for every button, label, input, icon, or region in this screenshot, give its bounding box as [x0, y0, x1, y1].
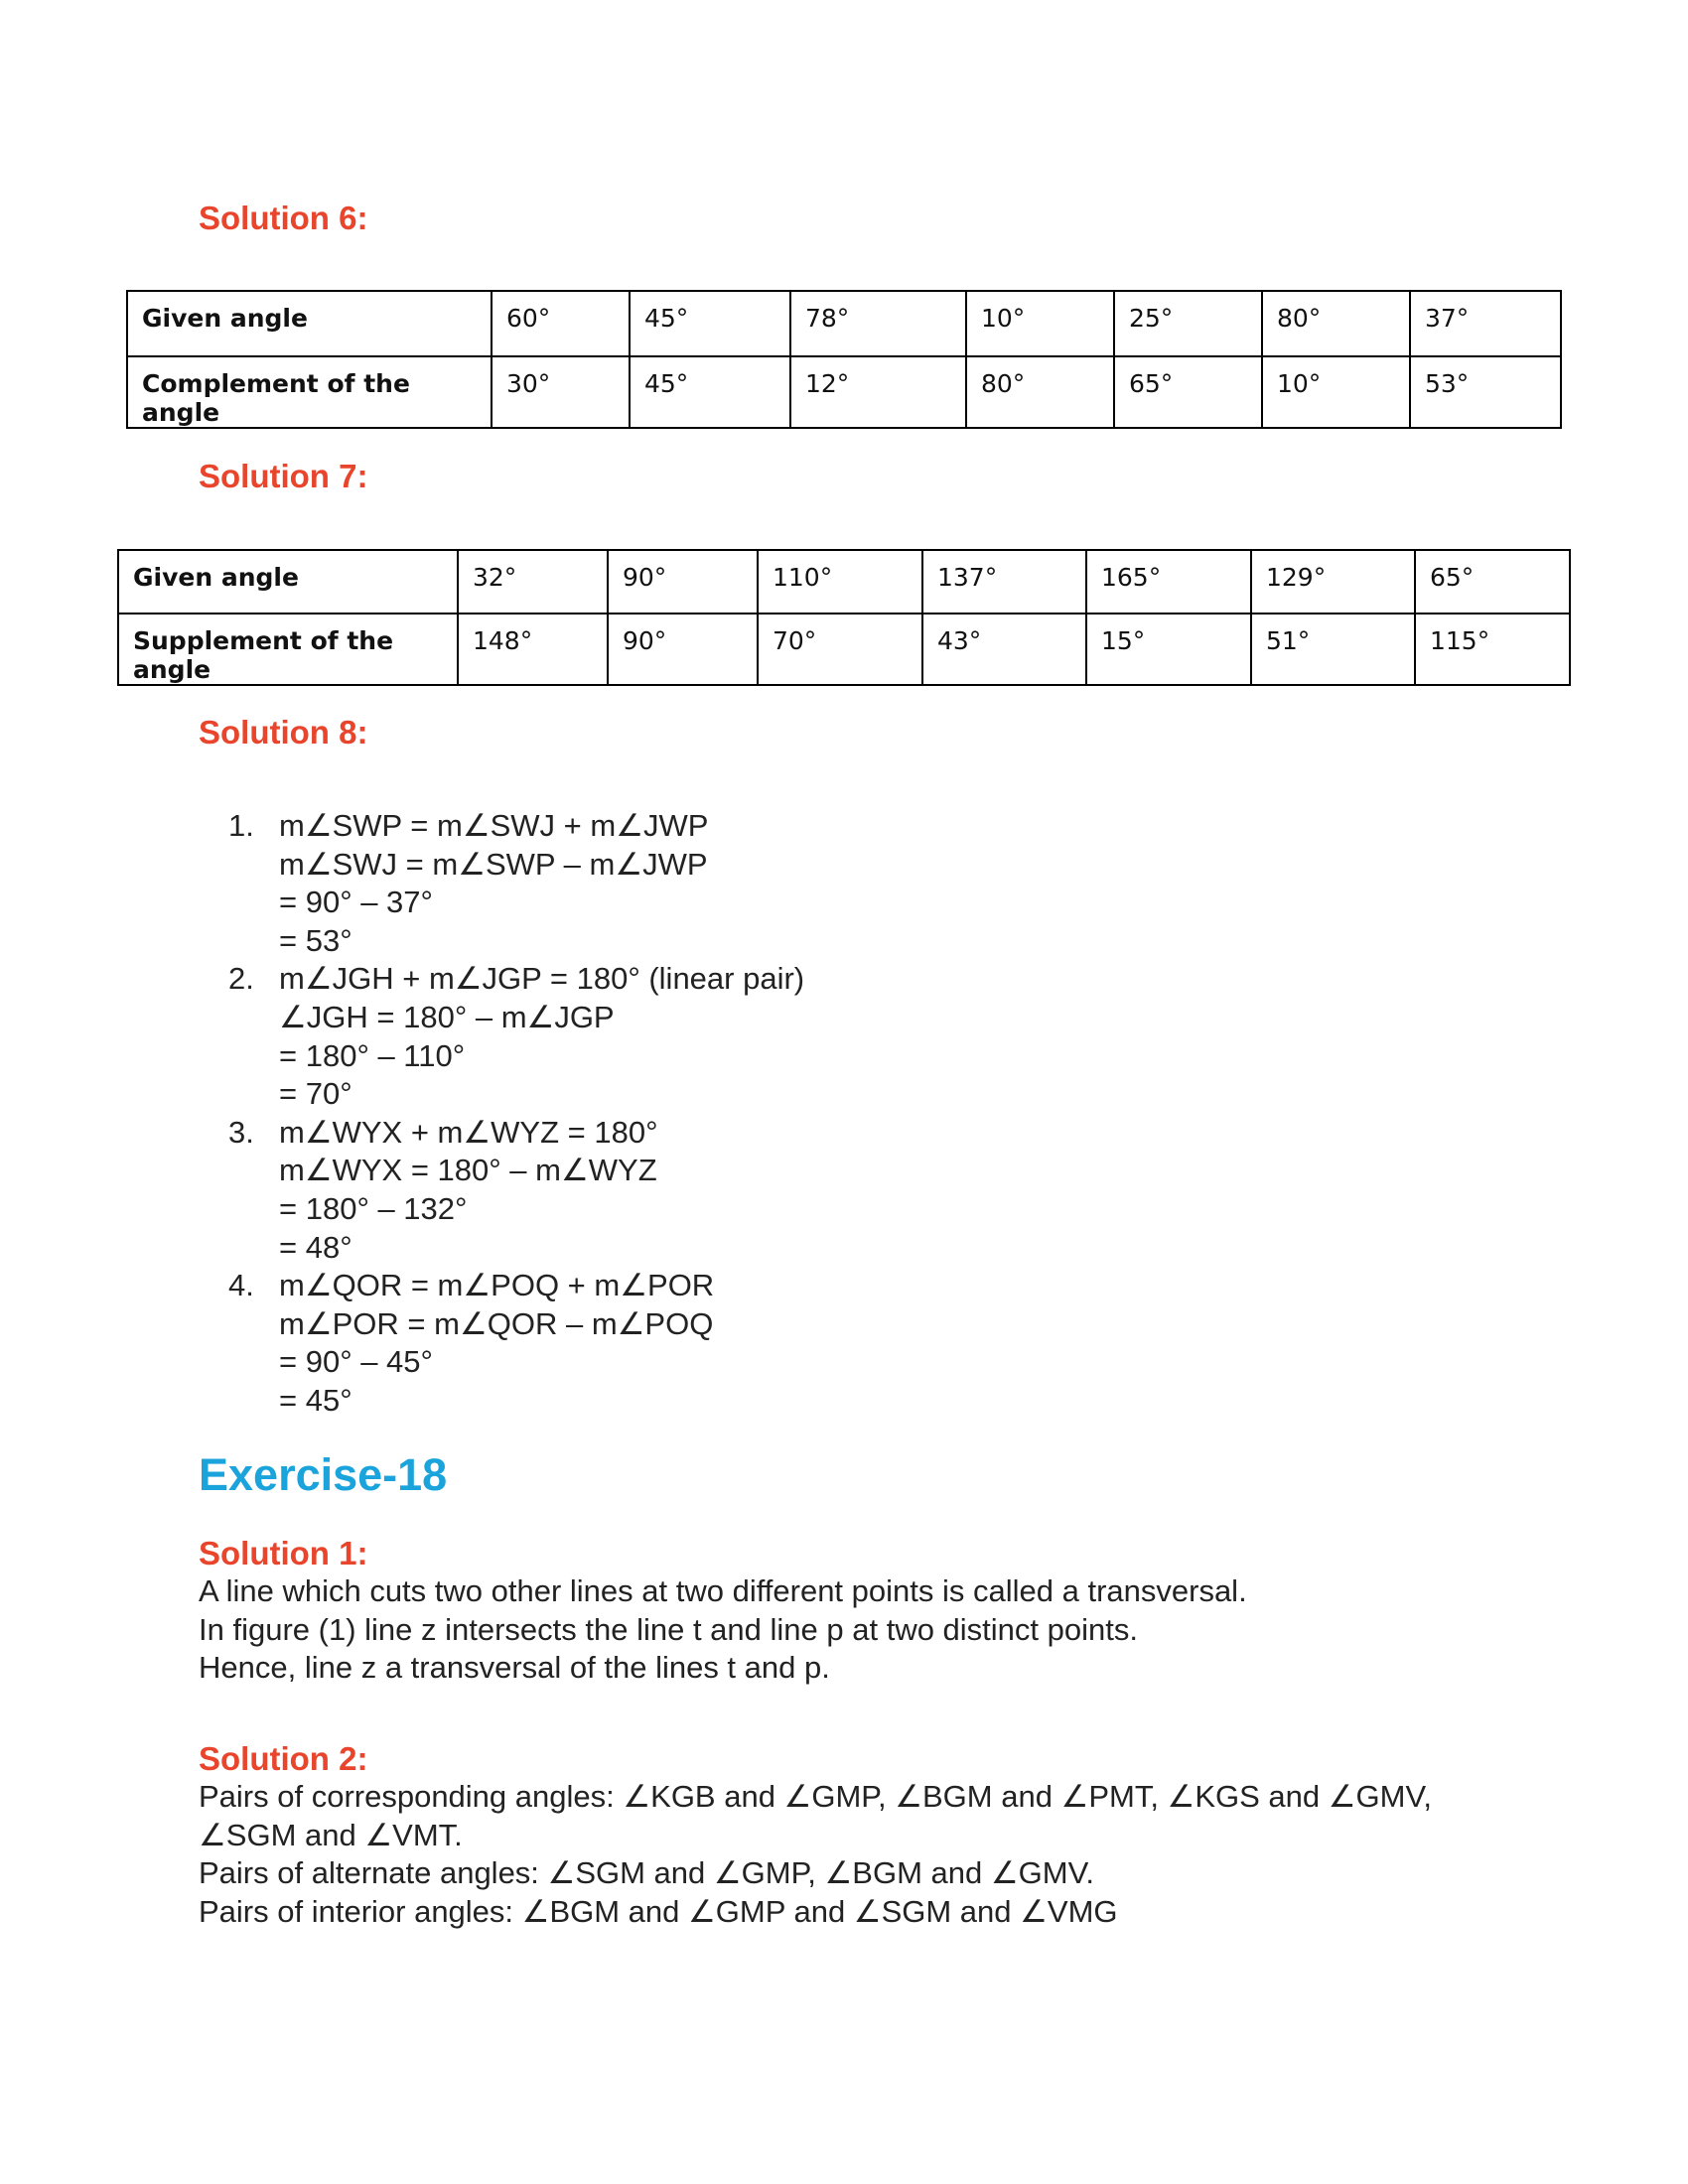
table-cell: 80°	[1262, 291, 1410, 356]
table-cell: 32°	[458, 550, 608, 614]
table-cell: 137°	[922, 550, 1086, 614]
ex-solution-2-text	[199, 1778, 1432, 1931]
table-cell: 53°	[1410, 356, 1561, 428]
equation-line: = 53°	[279, 922, 352, 958]
table-cell: 30°	[492, 356, 630, 428]
table-cell: 165°	[1086, 550, 1251, 614]
table-row	[118, 614, 1570, 685]
equation-line: m∠JGH + m∠JGP = 180° (linear pair)	[279, 961, 805, 997]
list-item	[228, 1114, 804, 1267]
complement-label: Complement of the angle	[127, 356, 492, 428]
text-line: In figure (1) line z intersects the line t and line p at two distinct points.	[199, 1611, 1138, 1647]
table-cell: 78°	[790, 291, 966, 356]
solution-8-list	[228, 807, 804, 1421]
text-line: Pairs of corresponding angles: ∠KGB and ∠GMP, ∠BGM and ∠PMT, ∠KGS and ∠GMV,	[199, 1779, 1432, 1814]
item-number: 2.	[228, 961, 254, 997]
table-cell: 148°	[458, 614, 608, 685]
equation-line: = 180° – 110°	[279, 1037, 466, 1073]
equation-line: = 180° – 132°	[279, 1190, 468, 1226]
equation-line: m∠WYX + m∠WYZ = 180°	[279, 1114, 658, 1150]
ex-solution-2-heading: Solution 2:	[199, 1740, 368, 1777]
equation-line: ∠JGH = 180° – m∠JGP	[279, 999, 615, 1034]
item-number: 1.	[228, 808, 254, 843]
equation-line: = 70°	[279, 1076, 352, 1112]
table-cell: 10°	[1262, 356, 1410, 428]
ex-solution-1-text	[199, 1572, 1247, 1688]
list-item	[228, 807, 804, 960]
list-item	[228, 960, 804, 1113]
table-cell: 110°	[758, 550, 922, 614]
given-angle-label: Given angle	[118, 550, 458, 614]
equation-line: m∠WYX = 180° – m∠WYZ	[279, 1153, 657, 1188]
item-number: 3.	[228, 1114, 254, 1150]
table-cell: 37°	[1410, 291, 1561, 356]
ex-solution-1-heading: Solution 1:	[199, 1535, 368, 1571]
text-line: Hence, line z a transversal of the lines t and p.	[199, 1650, 830, 1686]
equation-line: m∠SWP = m∠SWJ + m∠JWP	[279, 808, 709, 843]
text-line: Pairs of interior angles: ∠BGM and ∠GMP and ∠SGM and ∠VMG	[199, 1893, 1118, 1929]
equation-line: m∠POR = m∠QOR – m∠POQ	[279, 1305, 714, 1341]
equation-line: m∠SWJ = m∠SWP – m∠JWP	[279, 846, 708, 882]
solution-6-heading: Solution 6:	[199, 200, 368, 236]
text-line: ∠SGM and ∠VMT.	[199, 1817, 463, 1852]
solution-7-heading: Solution 7:	[199, 458, 368, 494]
table-cell: 90°	[608, 550, 758, 614]
table-cell: 80°	[966, 356, 1114, 428]
table-cell: 90°	[608, 614, 758, 685]
complement-table	[126, 290, 1562, 429]
table-cell: 115°	[1415, 614, 1570, 685]
exercise-title: Exercise-18	[199, 1449, 448, 1500]
list-item	[228, 1267, 804, 1420]
table-cell: 51°	[1251, 614, 1415, 685]
equation-line: = 45°	[279, 1382, 352, 1418]
table-cell: 65°	[1415, 550, 1570, 614]
table-cell: 43°	[922, 614, 1086, 685]
supplement-label: Supplement of the angle	[118, 614, 458, 685]
table-cell: 70°	[758, 614, 922, 685]
table-cell: 60°	[492, 291, 630, 356]
item-number: 4.	[228, 1268, 254, 1303]
given-angle-label: Given angle	[127, 291, 492, 356]
text-line: A line which cuts two other lines at two different points is called a transversal.	[199, 1573, 1247, 1608]
equation-line: = 90° – 37°	[279, 885, 433, 920]
table-cell: 25°	[1114, 291, 1262, 356]
table-cell: 65°	[1114, 356, 1262, 428]
table-cell: 15°	[1086, 614, 1251, 685]
table-row	[118, 550, 1570, 614]
table-cell: 129°	[1251, 550, 1415, 614]
table-cell: 45°	[630, 356, 790, 428]
solution-8-heading: Solution 8:	[199, 714, 368, 751]
table-cell: 10°	[966, 291, 1114, 356]
table-cell: 45°	[630, 291, 790, 356]
table-cell: 12°	[790, 356, 966, 428]
equation-line: m∠QOR = m∠POQ + m∠POR	[279, 1268, 715, 1303]
table-row	[127, 356, 1561, 428]
equation-line: = 48°	[279, 1229, 352, 1265]
text-line: Pairs of alternate angles: ∠SGM and ∠GMP, ∠BGM and ∠GMV.	[199, 1855, 1095, 1891]
supplement-table	[117, 549, 1571, 686]
equation-line: = 90° – 45°	[279, 1344, 433, 1380]
table-row	[127, 291, 1561, 356]
